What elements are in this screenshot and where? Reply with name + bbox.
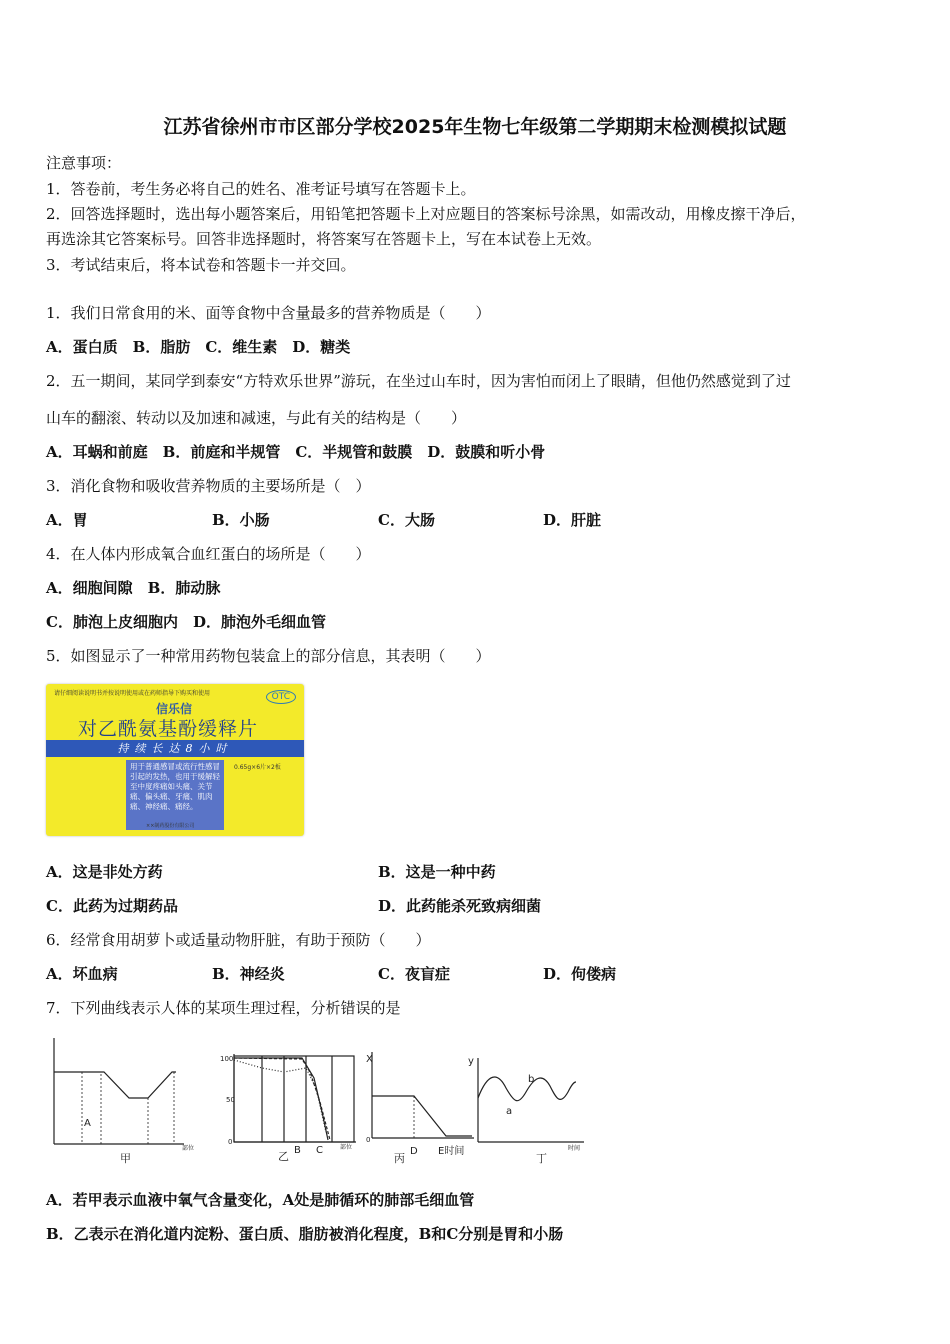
graph-yi-caption: 乙 xyxy=(278,1150,289,1163)
question-5-option-b: B．这是一种中药 xyxy=(378,863,496,881)
question-3-option-b: B．小肠 xyxy=(212,511,270,529)
question-2-options: A．耳蜗和前庭 B．前庭和半规管 C．半规管和鼓膜 D．鼓膜和听小骨 xyxy=(46,443,546,461)
medicine-band: 持续长达8小时 xyxy=(46,740,304,757)
medicine-maker: ××制药股份有限公司 xyxy=(146,823,195,829)
question-3-option-a: A．胃 xyxy=(46,511,88,529)
exam-title: 江苏省徐州市市区部分学校2025年生物七年级第二学期期末检测模拟试题 xyxy=(163,116,787,138)
question-1-stem: 1．我们日常食用的米、面等食物中含量最多的营养物质是（ ） xyxy=(46,304,491,322)
question-5-option-c: C．此药为过期药品 xyxy=(46,897,178,915)
graph-ding-point-b: b xyxy=(528,1074,535,1085)
graph-bing-point-d: D xyxy=(410,1146,418,1157)
graph-bing-ylabel: X xyxy=(366,1054,373,1065)
question-7-option-b: B．乙表示在消化道内淀粉、蛋白质、脂肪被消化程度，B和C分别是胃和小肠 xyxy=(46,1225,564,1243)
graph-bing-caption: 丙 xyxy=(394,1152,405,1165)
graph-jia-xlabel: 部位 xyxy=(182,1145,195,1152)
question-7-stem: 7．下列曲线表示人体的某项生理过程，分析错误的是 xyxy=(46,999,401,1017)
question-5-option-a: A．这是非处方药 xyxy=(46,863,163,881)
medicine-indication: 用于普通感冒或流行性感冒引起的发热，也用于缓解轻至中度疼痛如头痛、关节痛、偏头痛、牙痛、肌肉痛、神经痛、痛经。 xyxy=(126,760,224,830)
graph-yi-y100: 100 xyxy=(220,1055,234,1063)
question-3-option-d: D．肝脏 xyxy=(543,511,602,529)
graph-ding-xlabel: 时间 xyxy=(568,1145,581,1152)
question-2-stem: 2．五一期间，某同学到泰安“方特欢乐世界”游玩，在坐过山车时，因为害怕而闭上了眼睛，但他仍然感觉到了过 xyxy=(46,372,791,390)
graph-yi-point-c: C xyxy=(316,1145,323,1156)
medicine-spec: 0.65g×6片×2板 xyxy=(234,764,281,771)
question-6-option-c: C．夜盲症 xyxy=(378,965,450,983)
medicine-brand: 信乐信 xyxy=(156,702,193,716)
notice-item: 1．答卷前，考生务必将自己的姓名、准考证号填写在答题卡上。 xyxy=(46,180,476,198)
notice-item: 再选涂其它答案标号。回答非选择题时，将答案写在答题卡上，写在本试卷上无效。 xyxy=(46,230,602,248)
graph-bing-point-e: E时间 xyxy=(438,1146,465,1157)
question-4-options-row1: A．细胞间隙 B．肺动脉 xyxy=(46,579,221,597)
question-5-stem: 5．如图显示了一种常用药物包装盒上的部分信息，其表明（ ） xyxy=(46,647,491,665)
question-3-option-c: C．大肠 xyxy=(378,511,435,529)
graph-ding-point-a: a xyxy=(506,1106,513,1117)
notice-heading: 注意事项： xyxy=(46,154,122,172)
notice-item: 2．回答选择题时，选出每小题答案后，用铅笔把答题卡上对应题目的答案标号涂黑，如需改动，用橡皮擦干净后， xyxy=(46,205,806,223)
question-1-options: A．蛋白质 B．脂肪 C．维生素 D．糖类 xyxy=(46,338,351,356)
graph-yi-y50: 50 xyxy=(226,1096,235,1104)
medicine-top-note: 请仔细阅读说明书并按说明使用或在药师指导下购买和使用 xyxy=(54,690,211,697)
graph-yi-point-b: B xyxy=(294,1145,301,1156)
graph-bing-origin: 0 xyxy=(366,1136,371,1144)
graph-ding-ylabel: y xyxy=(468,1056,474,1067)
question-4-stem: 4．在人体内形成氧合血红蛋白的场所是（ ） xyxy=(46,545,371,563)
graph-bing xyxy=(372,1052,474,1138)
physiology-curves-figure xyxy=(44,1032,590,1168)
notice-item: 3．考试结束后，将本试卷和答题卡一并交回。 xyxy=(46,256,356,274)
graph-jia xyxy=(54,1038,184,1144)
question-2-stem-cont: 山车的翻滚、转动以及加速和减速，与此有关的结构是（ ） xyxy=(46,409,467,427)
question-7-option-a: A．若甲表示血液中氧气含量变化，A处是肺循环的肺部毛细血管 xyxy=(46,1191,475,1209)
graph-ding-caption: 丁 xyxy=(536,1152,547,1165)
graph-jia-caption: 甲 xyxy=(120,1152,131,1165)
question-4-options-row2: C．肺泡上皮细胞内 D．肺泡外毛细血管 xyxy=(46,613,326,631)
question-6-option-b: B．神经炎 xyxy=(212,965,285,983)
graph-yi-y0: 0 xyxy=(228,1138,233,1146)
otc-badge: OTC xyxy=(266,690,296,704)
graph-yi-xlabel: 部位 xyxy=(340,1144,353,1151)
graph-ding xyxy=(478,1058,584,1142)
question-6-option-d: D．佝偻病 xyxy=(543,965,617,983)
question-6-stem: 6．经常食用胡萝卜或适量动物肝脏，有助于预防（ ） xyxy=(46,931,431,949)
question-6-option-a: A．坏血病 xyxy=(46,965,118,983)
question-3-stem: 3．消化食物和吸收营养物质的主要场所是（ ） xyxy=(46,477,371,495)
medicine-name: 对乙酰氨基酚缓释片 xyxy=(78,718,259,740)
question-5-option-d: D．此药能杀死致病细菌 xyxy=(378,897,542,915)
graph-jia-point-a: A xyxy=(84,1118,91,1129)
medicine-box-image xyxy=(46,684,304,836)
graph-yi xyxy=(234,1054,356,1142)
